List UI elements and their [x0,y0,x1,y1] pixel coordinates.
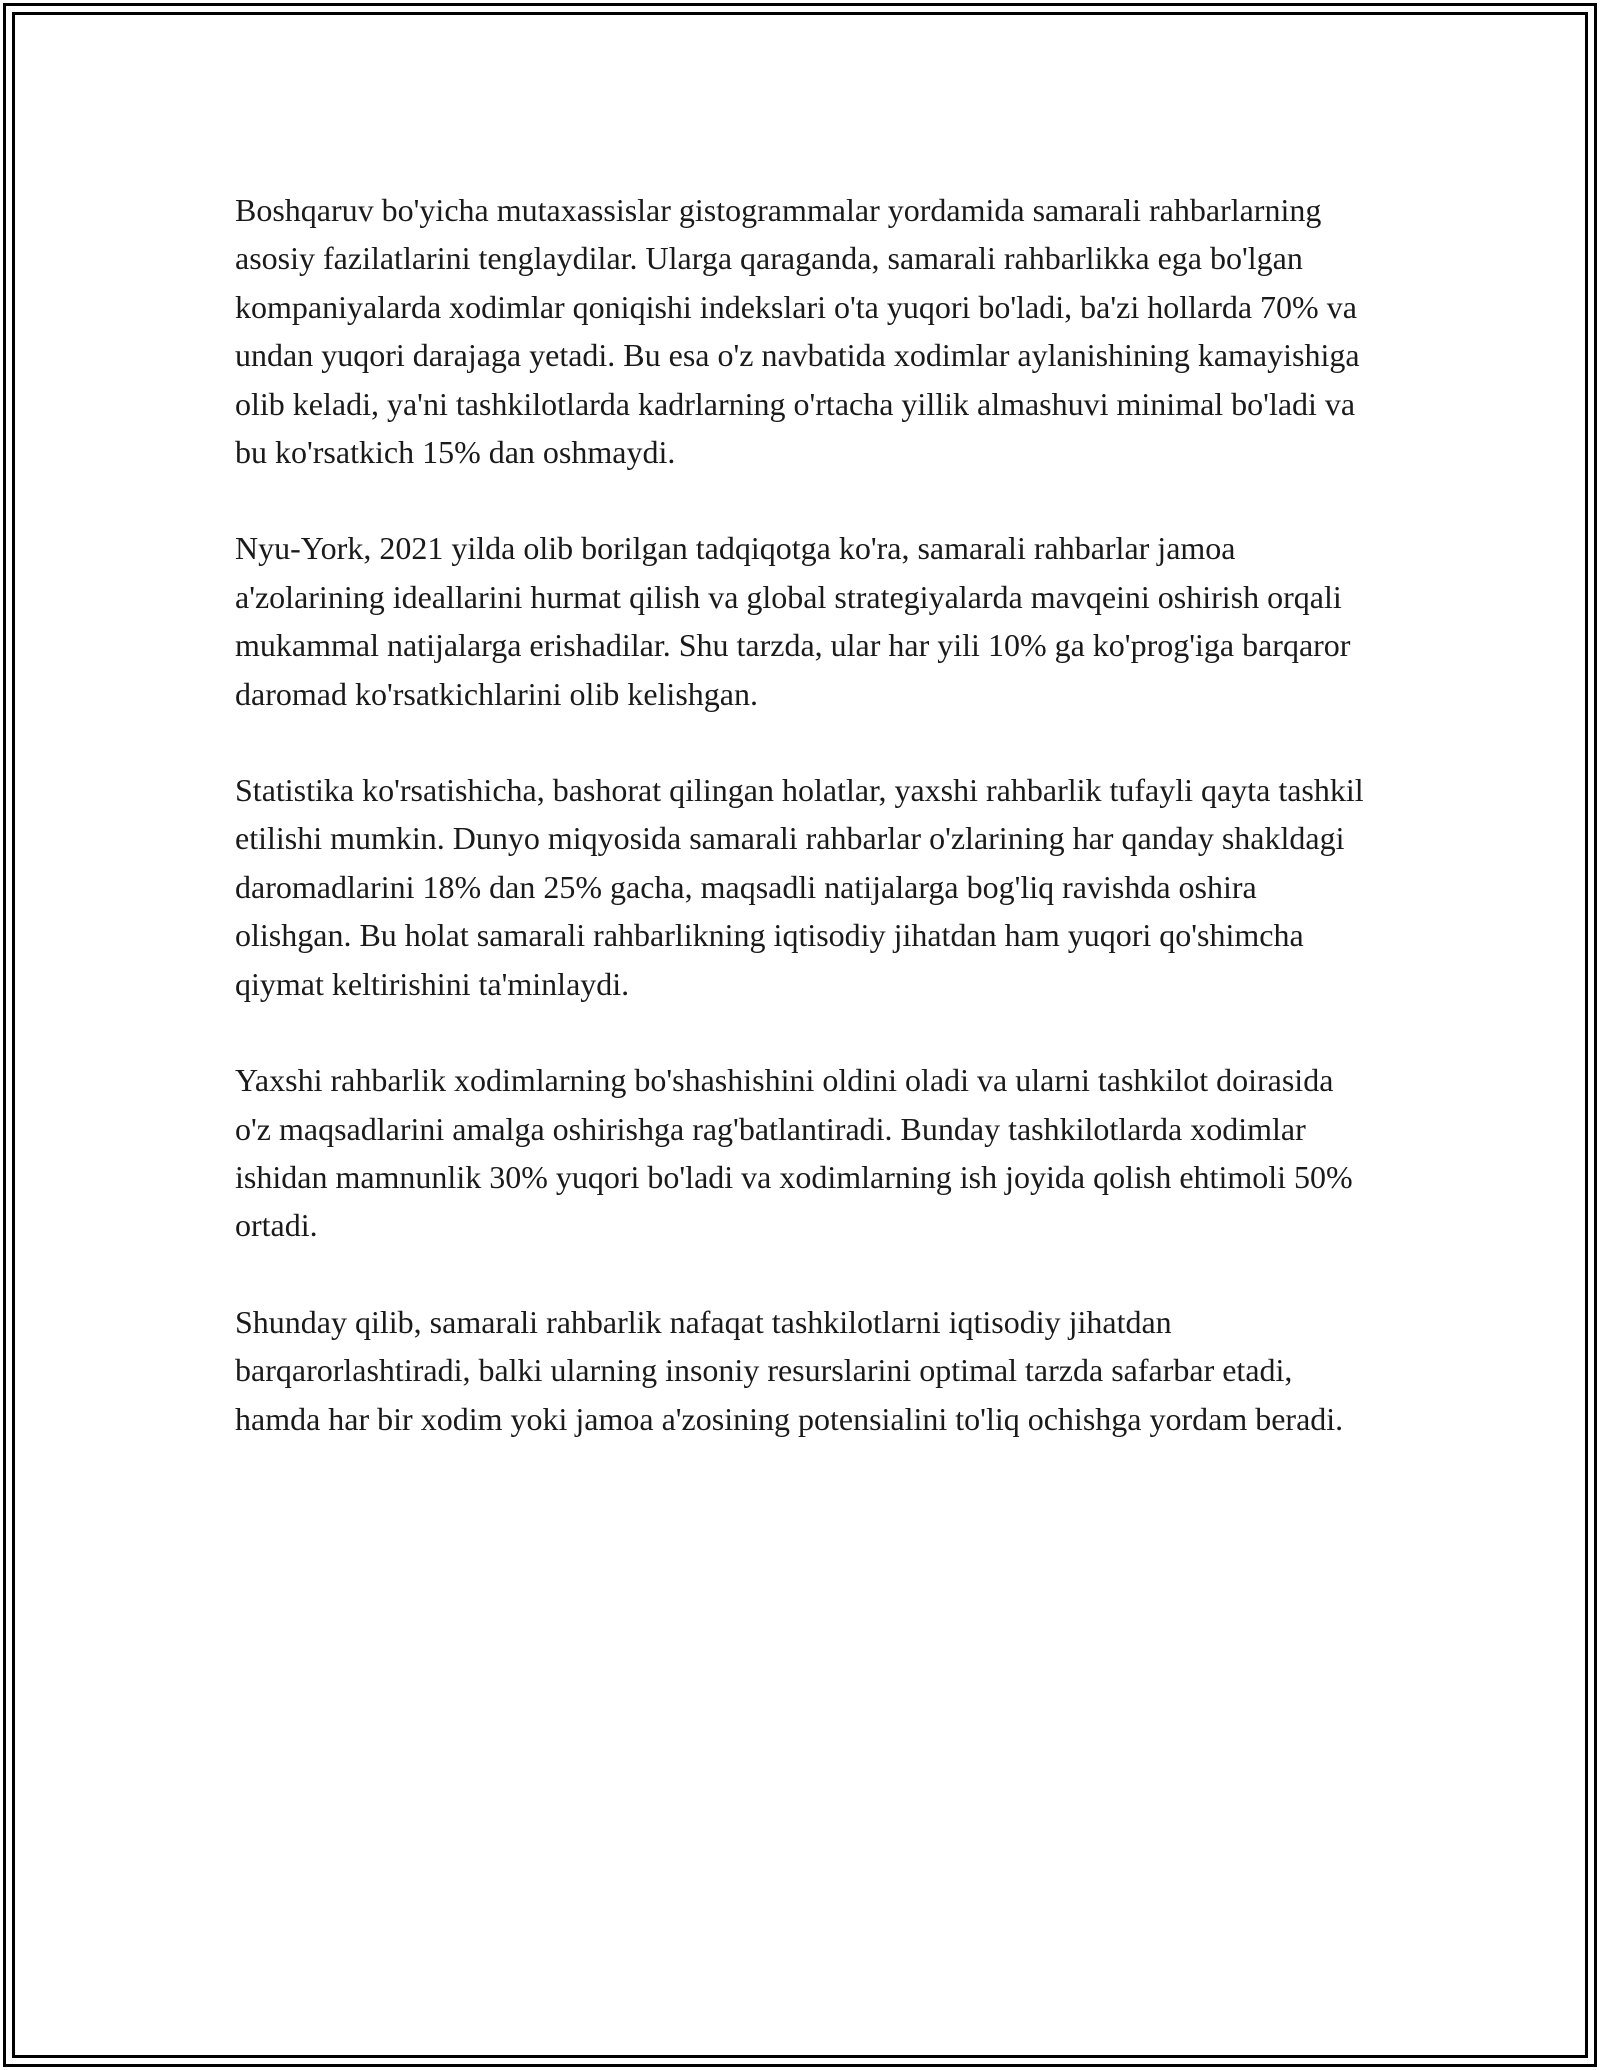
document-body [235,186,1370,1491]
paragraph-2: Nyu-York, 2021 yilda olib borilgan tadqiqotga ko'ra, samarali rahbarlar jamoa a'zolarining ideallarini hurmat qilish va global strategiyalarda mavqeini oshirish orqali mukammal natijalarga erishadilar. Shu tarzda, ular har yili 10% ga ko'prog'iga barqaror daromad ko'rsatkichlarini olib kelishgan. [235,530,1351,712]
paragraph-1: Boshqaruv bo'yicha mutaxassislar gistogrammalar yordamida samarali rahbarlarning asosiy fazilatlarini tenglaydilar. Ularga qaraganda, samarali rahbarlikka ega bo'lgan kompaniyalarda xodimlar qoniqishi indekslari o'ta yuqori bo'ladi, ba'zi hollarda 70% va undan yuqori darajaga yetadi. Bu esa o'z navbatida xodimlar aylanishining kamayishiga olib keladi, ya'ni tashkilotlarda kadrlarning o'rtacha yillik almashuvi minimal bo'ladi va bu ko'rsatkich 15% dan oshmaydi. [235,192,1360,471]
paragraph-5: Shunday qilib, samarali rahbarlik nafaqat tashkilotlarni iqtisodiy jihatdan barqarorlashtiradi, balki ularning insoniy resurslarini optimal tarzda safarbar etadi, hamda har bir xodim yoki jamoa a'zosining potensialini to'liq ochishga yordam beradi. [235,1303,1344,1437]
paragraph-4: Yaxshi rahbarlik xodimlarning bo'shashishini oldini oladi va ularni tashkilot doirasida o'z maqsadlarini amalga oshirishga rag'batlantiradi. Bunday tashkilotlarda xodimlar ishidan mamnunlik 30% yuqori bo'ladi va xodimlarning ish joyida qolish ehtimoli 50% ortadi. [235,1062,1353,1244]
paragraph-3: Statistika ko'rsatishicha, bashorat qilingan holatlar, yaxshi rahbarlik tufayli qayta tashkil etilishi mumkin. Dunyo miqyosida samarali rahbarlar o'zlarining har qanday shakldagi daromadlarini 18% dan 25% gacha, maqsadli natijalarga bog'liq ravishda oshira olishgan. Bu holat samarali rahbarlikning iqtisodiy jihatdan ham yuqori qo'shimcha qiymat keltirishini ta'minlaydi. [235,772,1364,1002]
